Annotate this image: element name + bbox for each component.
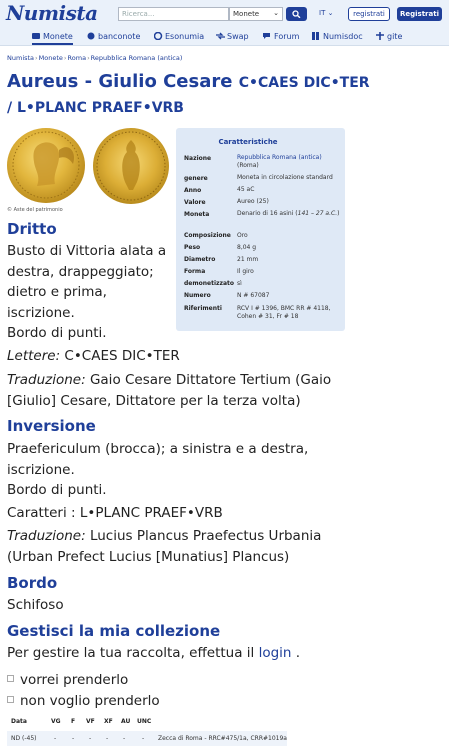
nav-item-label: Esonumia xyxy=(165,32,205,41)
swap-icon xyxy=(216,32,225,40)
panel-title: Caratteristiche xyxy=(218,138,278,146)
nav-item-label: Swap xyxy=(227,32,249,41)
breadcrumb-item[interactable]: Monete xyxy=(38,54,63,62)
char-label: genere xyxy=(184,175,208,182)
char-label: Anno xyxy=(184,187,202,194)
col-header: Data xyxy=(11,718,27,725)
edge-heading: Bordo xyxy=(7,574,58,592)
char-label: Nazione xyxy=(184,155,212,162)
currency-value: Denario di 16 asini ( xyxy=(237,210,298,217)
char-value: RCV I # 1396, BMC RR # 4118, Cohen # 31, Fr # 18 xyxy=(237,305,331,320)
collection-text-before: Per gestire la tua raccolta, effettua il xyxy=(7,645,255,661)
obverse-letters xyxy=(7,346,447,367)
char-value: sì xyxy=(237,280,242,287)
char-label: demonetizzato xyxy=(184,280,235,287)
country-sub: (Roma) xyxy=(237,162,259,169)
login-link[interactable]: login xyxy=(258,645,292,661)
chevron-down-icon: ⌄ xyxy=(273,9,279,17)
country-link[interactable]: Repubblica Romana (antica) xyxy=(237,154,322,161)
nav-item-gite[interactable] xyxy=(376,31,402,45)
char-value: Oro xyxy=(237,232,248,239)
breadcrumb-separator: › xyxy=(35,54,38,62)
search-button[interactable] xyxy=(286,7,307,21)
reverse-description xyxy=(7,439,447,501)
nav-item-label: Monete xyxy=(43,32,73,41)
table-row[interactable] xyxy=(7,731,287,746)
title-main: Aureus - Giulio Cesare xyxy=(7,71,233,92)
login-button[interactable]: Registrati xyxy=(397,7,442,21)
cell-value: - xyxy=(72,735,75,742)
obverse-line: iscrizione. xyxy=(7,304,75,321)
reverse-line: Praefericulum (brocca); a sinistra e a destra, xyxy=(7,441,309,457)
chevron-down-icon: ⌄ xyxy=(327,9,334,17)
want-checkbox[interactable] xyxy=(7,675,14,682)
title-legend-obverse: C•CAES DIC•TER xyxy=(238,75,370,91)
nav-item-label: Numisdoc xyxy=(323,32,363,41)
char-value: 45 aC xyxy=(237,186,255,193)
main-nav xyxy=(0,29,449,46)
nav-item-label: banconote xyxy=(98,32,141,41)
letters-value: L•PLANC PRAEF•VRB xyxy=(79,505,223,521)
search-icon xyxy=(292,10,301,18)
obverse-line: Busto di Vittoria alata a xyxy=(7,243,167,259)
col-header: VG xyxy=(51,718,61,725)
reverse-line: iscrizione. xyxy=(7,461,75,478)
pin-icon xyxy=(376,32,385,40)
coin-reverse-image[interactable] xyxy=(93,128,169,204)
char-value: 21 mm xyxy=(237,256,259,263)
dont-want-option[interactable] xyxy=(7,691,160,712)
translation-line: Gaio Cesare Dittatore Tertium (Gaio xyxy=(89,372,332,388)
col-header: F xyxy=(71,718,76,725)
char-label: Riferimenti xyxy=(184,305,222,312)
cell-mint: Zecca di Roma - RRC#475/1a, CRR#1019a xyxy=(158,735,287,742)
cell-value: - xyxy=(106,735,109,742)
char-value: Il giro xyxy=(237,268,254,275)
cell-value: - xyxy=(123,735,126,742)
letters-label: Caratteri : xyxy=(7,505,76,521)
reverse-line: Bordo di punti. xyxy=(7,482,107,498)
collection-text-after: . xyxy=(295,645,301,661)
collection-text xyxy=(7,643,447,664)
nav-item-label: Forum xyxy=(274,32,300,41)
coin-icon xyxy=(32,32,41,40)
language-label: IT xyxy=(319,9,326,17)
page-title xyxy=(7,70,447,120)
top-bar xyxy=(0,0,449,46)
characteristics-panel xyxy=(176,128,345,331)
col-header: XF xyxy=(104,718,113,725)
translation-label: Traduzione: xyxy=(7,528,86,544)
search-scope-select[interactable] xyxy=(229,7,283,21)
letters-value: C•CAES DIC•TER xyxy=(64,348,180,364)
col-header: VF xyxy=(86,718,95,725)
dont-want-label: non voglio prenderlo xyxy=(20,693,160,709)
char-label: Moneta xyxy=(184,211,210,218)
coin-obverse-image[interactable] xyxy=(7,128,85,203)
cell-value: - xyxy=(54,735,57,742)
char-value: Aureo (25) xyxy=(237,198,269,205)
currency-period: 141 – 27 a.C. xyxy=(297,210,338,217)
want-option[interactable] xyxy=(7,670,128,691)
banknote-icon xyxy=(87,32,96,40)
obverse-description xyxy=(7,241,177,344)
forum-icon xyxy=(263,32,272,40)
breadcrumb-item[interactable]: Numista xyxy=(7,54,35,62)
numista-logo[interactable]: Numista xyxy=(6,1,98,25)
breadcrumb-item[interactable]: Repubblica Romana (antica) xyxy=(90,54,183,62)
book-icon xyxy=(312,32,321,40)
cell-value: - xyxy=(142,735,145,742)
char-label: Valore xyxy=(184,199,206,206)
char-label: Peso xyxy=(184,244,201,251)
obverse-line: dietro e prima, xyxy=(7,284,107,300)
nav-item-esonumia[interactable] xyxy=(154,31,204,45)
char-value-country xyxy=(237,154,341,170)
translation-label: Traduzione: xyxy=(7,372,86,388)
edge-text: Schifoso xyxy=(7,597,64,613)
char-label: Numero xyxy=(184,292,211,299)
image-credit: © Aste del patrimonio xyxy=(7,207,63,213)
translation-line: [Giulio] Cesare, Dittatore per la terza volta) xyxy=(7,392,301,409)
search-scope-value: Monete xyxy=(233,10,260,18)
victory-bust-icon xyxy=(7,128,85,203)
reverse-letters xyxy=(7,503,447,524)
obverse-line: destra, drappeggiato; xyxy=(7,263,154,280)
nav-item-label: gite xyxy=(387,32,403,41)
want-label: vorrei prenderlo xyxy=(20,672,129,688)
search-input[interactable]: Ricerca... xyxy=(118,7,229,21)
breadcrumb-separator: › xyxy=(63,54,67,62)
token-icon xyxy=(154,32,163,40)
breadcrumb xyxy=(7,54,182,62)
translation-line: (Urban Prefect Lucius [Munatius] Plancus) xyxy=(7,548,290,565)
jug-icon xyxy=(93,128,169,204)
title-legend-reverse: / L•PLANC PRAEF•VRB xyxy=(7,100,184,116)
currency-tail: ) xyxy=(337,210,340,217)
nav-item-numisdoc[interactable] xyxy=(312,31,363,45)
breadcrumb-item[interactable]: Roma xyxy=(67,54,87,62)
char-value: N # 67087 xyxy=(237,292,270,299)
cell-date: ND (-45) xyxy=(11,735,37,742)
language-selector[interactable] xyxy=(319,9,333,17)
dont-want-checkbox[interactable] xyxy=(7,696,14,703)
reverse-heading: Inversione xyxy=(7,417,96,435)
breadcrumb-separator: › xyxy=(87,54,90,62)
reverse-translation xyxy=(7,526,447,567)
nav-item-forum[interactable] xyxy=(263,31,299,45)
cell-value: - xyxy=(89,735,92,742)
char-value: Moneta in circolazione standard xyxy=(237,174,333,181)
char-label: Forma xyxy=(184,268,206,275)
translation-line: Lucius Plancus Praefectus Urbania xyxy=(89,528,322,544)
col-header: AU xyxy=(121,718,131,725)
nav-item-banconote[interactable] xyxy=(87,31,140,45)
letters-label: Lettere: xyxy=(7,348,61,364)
register-button[interactable]: registrati xyxy=(348,7,390,21)
char-value-currency xyxy=(237,210,341,218)
collection-heading: Gestisci la mia collezione xyxy=(7,622,221,640)
col-header: UNC xyxy=(137,718,152,725)
char-label: Composizione xyxy=(184,232,231,239)
char-label: Diametro xyxy=(184,256,216,263)
obverse-translation xyxy=(7,370,447,411)
obverse-heading: Dritto xyxy=(7,220,57,238)
char-value: 8,04 g xyxy=(237,244,257,251)
obverse-line: Bordo di punti. xyxy=(7,325,107,341)
nav-item-swap[interactable] xyxy=(216,31,249,45)
nav-item-monete[interactable] xyxy=(32,31,73,45)
